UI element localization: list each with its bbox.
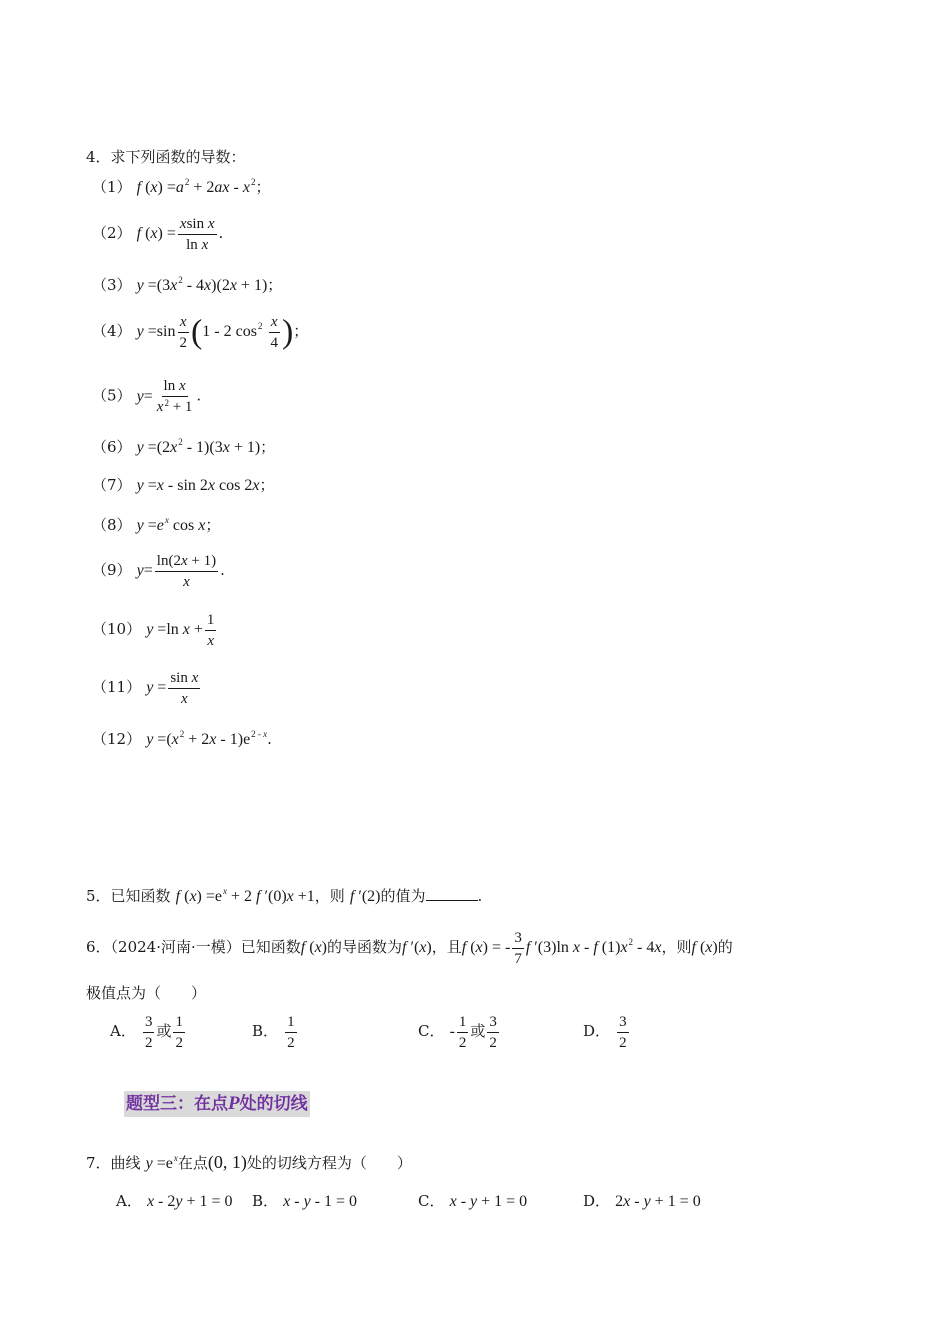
q6-fx: f (x) <box>300 939 327 957</box>
item-label: （9） <box>92 561 132 580</box>
option-label: A． <box>110 1022 136 1041</box>
q7-text-b: 在点 <box>177 1154 208 1172</box>
item-label: （10） <box>92 620 142 639</box>
option-label: D． <box>583 1022 611 1041</box>
q7-option-a[interactable] <box>116 1190 233 1211</box>
option-value: $\frac{3}{2}$ <box>619 1014 627 1051</box>
q4-stem: 4．求下列函数的导数： <box>86 148 246 166</box>
item-end: . <box>267 730 272 748</box>
item-end: . <box>220 561 225 580</box>
q7-curve: $y =e^x$ <box>145 1153 178 1172</box>
q7-option-b[interactable] <box>252 1190 357 1211</box>
item-expr: y= $\frac{\ln(2x + 1)}{x}$ <box>136 553 217 590</box>
q6-expr: f (x) = - $\frac{3}{7}$ f ′(3)ln x - f $(1)x^2 - 4x$ <box>461 930 662 967</box>
q6-option-c[interactable] <box>418 1012 501 1053</box>
or-word: 或 <box>156 1024 172 1041</box>
option-label: C． <box>418 1022 445 1041</box>
q6-text-e: 的 <box>717 938 733 957</box>
or-word: 或 <box>470 1024 486 1041</box>
section-text-after: 处的切线 <box>239 1094 308 1114</box>
item-expr: y =sin $\frac{x}{2}$ (1 - 2 $\cos^2$ $\frac{x}{4}$ ) <box>136 313 294 351</box>
q7-text-c: 处的切线方程为（ ） <box>246 1154 412 1172</box>
q4-item-4 <box>92 312 308 353</box>
q5 <box>86 884 482 906</box>
q5-answer-blank[interactable] <box>426 884 478 901</box>
option-value: x - 2y + 1 = 0 <box>146 1193 233 1210</box>
q5-text-a: 已知函数 <box>110 887 171 905</box>
q7-option-d[interactable] <box>583 1190 701 1211</box>
item-label: （4） <box>92 322 132 341</box>
q4-item-10 <box>92 610 218 651</box>
section-var: P <box>228 1093 240 1114</box>
item-label: （7） <box>92 476 132 494</box>
q6-option-b[interactable] <box>252 1012 299 1053</box>
item-expr: $y =(x^2 + 2x - 1)e^{2 - x}$ <box>146 729 268 748</box>
item-label: （3） <box>92 276 132 294</box>
item-end: . <box>218 224 224 243</box>
item-end: ； <box>267 276 283 294</box>
option-value: x - y - 1 = 0 <box>283 1193 358 1210</box>
item-label: （12） <box>92 730 142 748</box>
q4-item-5 <box>92 376 201 418</box>
q6-fpx: f ′(x) <box>402 939 432 957</box>
q4-item-7 <box>92 474 274 495</box>
item-end: ； <box>260 438 276 456</box>
q6-fx-2: f (x) <box>691 939 718 957</box>
item-expr: y= $\frac{\text{ln x}}{x^2 + 1}$ <box>136 378 193 415</box>
item-expr: $y =(2x^2 - 1)(3x + 1)$ <box>136 437 261 456</box>
q4-item-9 <box>92 551 225 592</box>
q4-item-1 <box>92 176 270 197</box>
q7-stem <box>86 1152 412 1173</box>
q6-text-c: ，且 <box>431 938 462 957</box>
item-expr: $y =e^x$ cos x <box>136 515 206 534</box>
q6-source: （2024·河南·一模） <box>110 938 241 957</box>
q4-item-11 <box>92 668 202 709</box>
item-expr: $y =(3x^2 - 4x)(2x + 1)$ <box>136 275 268 294</box>
item-label: （1） <box>92 178 132 196</box>
section-heading <box>124 1091 310 1117</box>
q5-target: f ′(2) <box>349 888 381 905</box>
item-expr: y =ln x + $\frac{1}{x}$ <box>146 612 215 649</box>
q5-number: 5． <box>86 887 111 905</box>
item-end: ； <box>293 322 309 341</box>
q4-item-12 <box>92 728 272 749</box>
item-label: （2） <box>92 224 132 243</box>
q6-text-d: ，则 <box>661 938 692 957</box>
section-text: 题型三：在点 <box>126 1094 228 1114</box>
q7-point: (0, 1) <box>207 1152 247 1172</box>
item-expr: y = $\frac{\text{sin x}}{x}$ <box>146 670 199 707</box>
q7-option-c[interactable] <box>418 1190 527 1211</box>
q4-item-6 <box>92 436 275 457</box>
option-value: $\frac{3}{2}$ 或 $\frac{1}{2}$ <box>144 1014 183 1051</box>
q6-text-b: 的导函数为 <box>327 938 403 957</box>
option-label: B． <box>252 1022 279 1041</box>
option-label: D． <box>583 1192 611 1210</box>
item-end: ； <box>259 476 275 494</box>
item-end: ； <box>255 178 271 196</box>
item-label: （5） <box>92 386 132 405</box>
q5-expr: f $(x) =e^x + 2$ f ′(0)x +1 <box>175 886 315 905</box>
q6-option-d[interactable] <box>583 1012 631 1053</box>
q6-text-a: 已知函数 <box>240 938 301 957</box>
item-expr: f $(x) =a^2 + 2ax - x^2$ <box>136 177 256 196</box>
option-label: A． <box>116 1192 142 1210</box>
item-end: ； <box>205 516 221 534</box>
option-value: $\frac{1}{2}$ <box>287 1014 295 1051</box>
q6-option-a[interactable] <box>110 1012 187 1053</box>
item-label: （8） <box>92 516 132 534</box>
q7-text-a: 曲线 <box>110 1154 141 1172</box>
option-value: x - y + 1 = 0 <box>449 1193 528 1210</box>
item-expr: y =x - sin 2x cos 2x <box>136 477 260 494</box>
option-label: C． <box>418 1192 445 1210</box>
item-expr: f (x) = $\frac{\text{xsin x}}{\text{ln x}}$ <box>136 216 215 253</box>
q5-text-b: ，则 <box>314 887 345 905</box>
option-label: B． <box>252 1192 279 1210</box>
q5-end: . <box>477 887 483 905</box>
item-label: （6） <box>92 438 132 456</box>
q5-text-c: 的值为 <box>380 887 426 905</box>
q4-item-8 <box>92 514 220 535</box>
option-value: 2x - y + 1 = 0 <box>615 1193 701 1210</box>
item-end: . <box>196 386 202 405</box>
q4-item-3 <box>92 274 282 295</box>
q4-item-2 <box>92 214 223 255</box>
item-label: （11） <box>92 678 142 697</box>
q6-line2: 极值点为（ ） <box>86 984 207 1002</box>
q7-number: 7． <box>86 1154 111 1172</box>
q6-line1 <box>86 928 733 969</box>
option-value: - $\frac{1}{2}$ 或 $\frac{3}{2}$ <box>449 1014 497 1051</box>
q6-number: 6． <box>86 938 111 957</box>
